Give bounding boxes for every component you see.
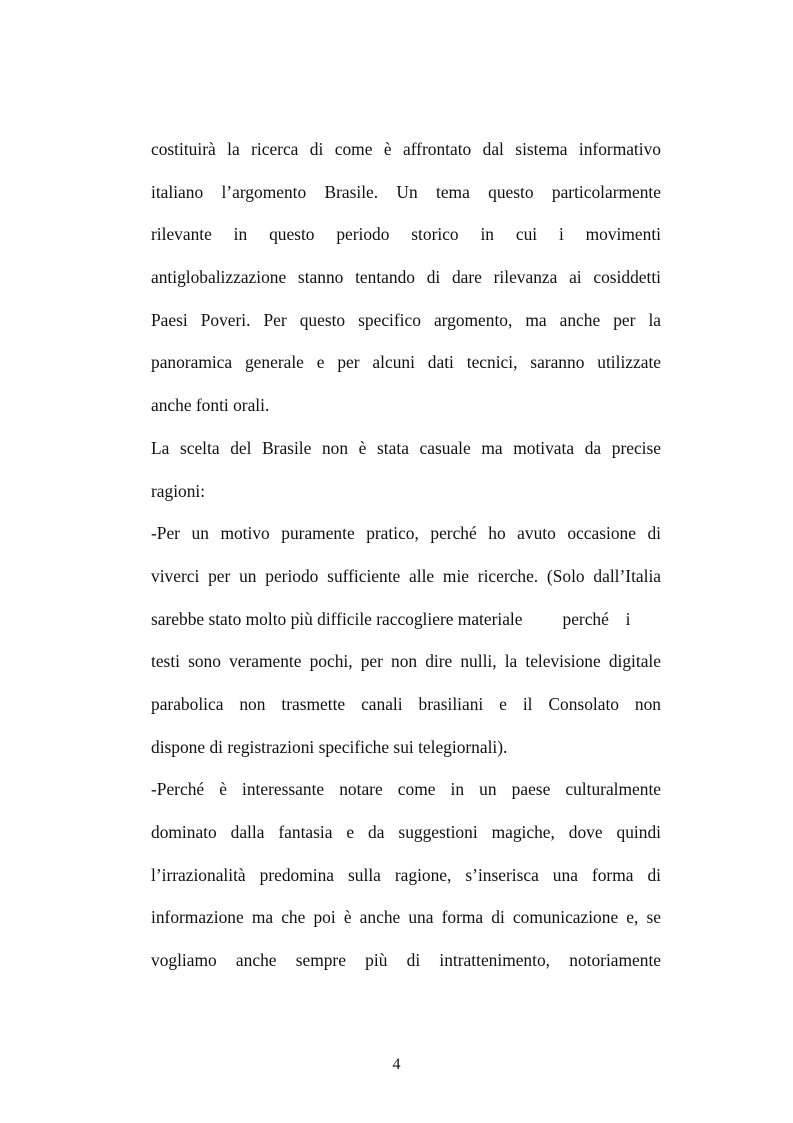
text-line: ragioni: bbox=[151, 480, 206, 501]
text-line: informazione ma che poi è anche una forma di comunicazione e, se bbox=[151, 907, 661, 928]
text-line: l’irrazionalità predomina sulla ragione, s’inserisca una forma di bbox=[151, 864, 661, 885]
text-line: parabolica non trasmette canali brasiliani e il Consolato non bbox=[151, 693, 661, 714]
text-line-part: perché i bbox=[562, 608, 631, 629]
body-text bbox=[151, 128, 661, 982]
text-line: costituirà la ricerca di come è affrontato dal sistema informativo bbox=[151, 139, 661, 159]
text-line-with-gap bbox=[151, 598, 661, 641]
text-line: dispone di registrazioni specifiche sui telegiornali). bbox=[151, 736, 508, 757]
text-line: Paesi Poveri. Per questo specifico argomento, ma anche per la bbox=[151, 309, 661, 330]
text-line: -Perché è interessante notare come in un paese culturalmente bbox=[151, 779, 661, 800]
text-line: anche fonti orali. bbox=[151, 395, 270, 416]
text-line: -Per un motivo puramente pratico, perché ho avuto occasione di bbox=[151, 523, 661, 544]
text-line: testi sono veramente pochi, per non dire nulli, la televisione digitale bbox=[151, 651, 661, 672]
text-line: viverci per un periodo sufficiente alle mie ricerche. (Solo dall’Italia bbox=[151, 565, 661, 586]
text-line-part: sarebbe stato molto più difficile raccogliere materiale bbox=[151, 608, 523, 629]
text-line: panoramica generale e per alcuni dati tecnici, saranno utilizzate bbox=[151, 352, 661, 373]
page-number: 4 bbox=[392, 1056, 401, 1073]
text-line: vogliamo anche sempre più di intrattenimento, notoriamente bbox=[151, 950, 661, 971]
text-line: antiglobalizzazione stanno tentando di dare rilevanza ai cosiddetti bbox=[151, 267, 661, 288]
text-line: dominato dalla fantasia e da suggestioni magiche, dove quindi bbox=[151, 822, 661, 842]
text-line: La scelta del Brasile non è stata casuale ma motivata da precise bbox=[151, 437, 661, 458]
text-line: rilevante in questo periodo storico in cui i movimenti bbox=[151, 224, 661, 245]
text-line: italiano l’argomento Brasile. Un tema questo particolarmente bbox=[151, 181, 661, 202]
